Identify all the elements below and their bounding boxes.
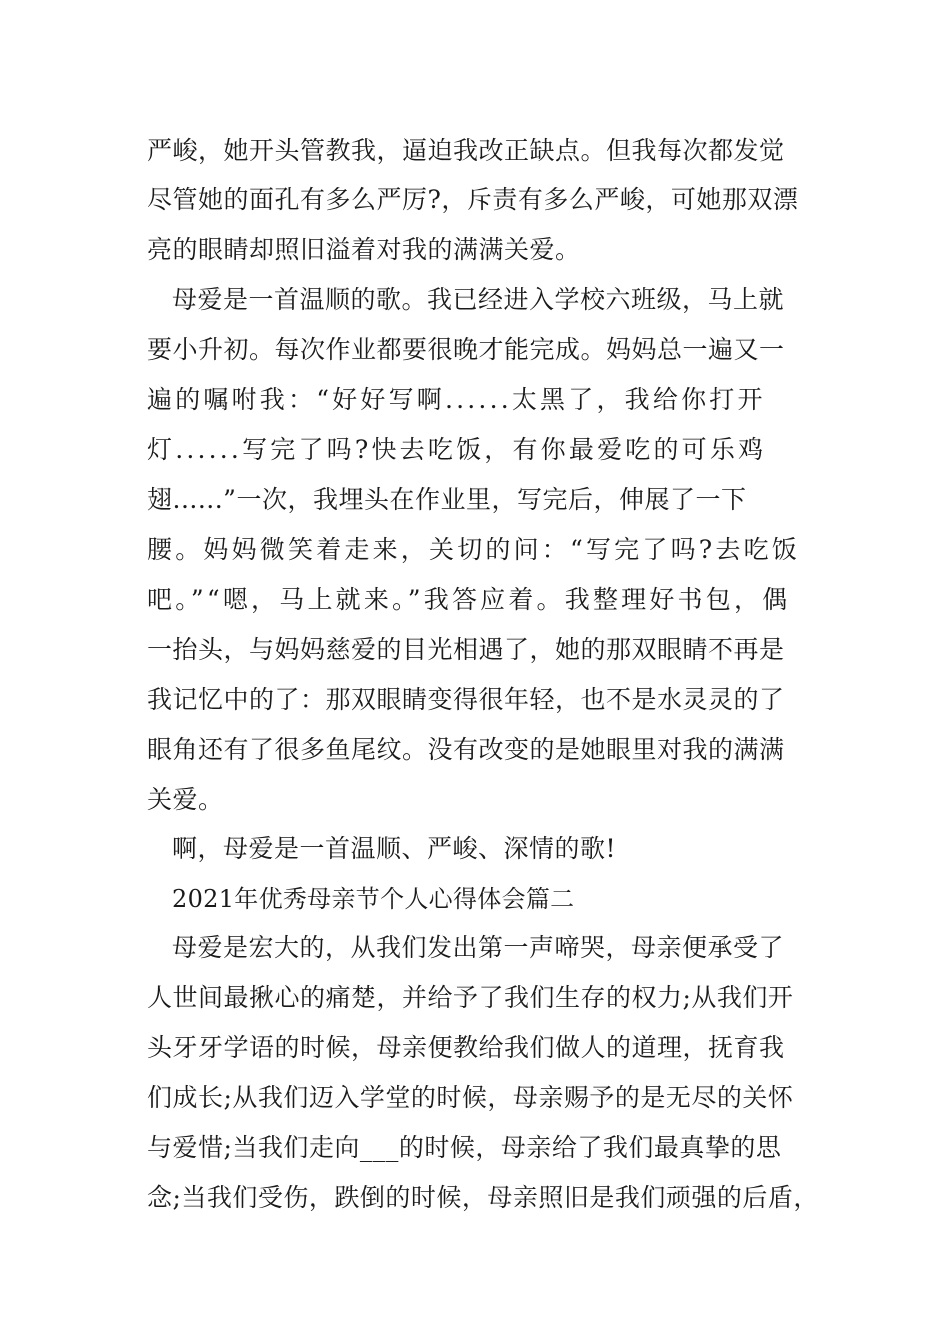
paragraph-1-line-2: 尽管她的面孔有多么严厉?，斥责有多么严峻，可她那双漂 [147,185,799,214]
paragraph-4-line-1: 母爱是宏大的，从我们发出第一声啼哭，母亲便承受了 [172,933,785,962]
section-heading: 2021年优秀母亲节个人心得体会篇二 [172,885,575,913]
paragraph-2-line-10: 眼角还有了很多鱼尾纹。没有改变的是她眼里对我的满满 [147,735,785,764]
paragraph-2-line-11: 关爱。 [147,785,224,814]
paragraph-2-line-3: 遍的嘱咐我：“好好写啊......太黑了，我给你打开 [147,385,766,414]
paragraph-2-line-1: 母爱是一首温顺的歌。我已经进入学校六班级，马上就 [172,285,785,314]
paragraph-2-line-8: 一抬头，与妈妈慈爱的目光相遇了，她的那双眼睛不再是 [147,635,785,664]
paragraph-4-line-3: 头牙牙学语的时候，母亲便教给我们做人的道理，抚育我 [147,1033,785,1062]
paragraph-2-line-9: 我记忆中的了：那双眼睛变得很年轻，也不是水灵灵的了 [147,685,785,714]
paragraph-4-line-4: 们成长;从我们迈入学堂的时候，母亲赐予的是无尽的关怀 [147,1083,794,1112]
paragraph-2-line-4: 灯......写完了吗?快去吃饭，有你最爱吃的可乐鸡 [147,435,767,464]
paragraph-1-line-3: 亮的眼睛却照旧溢着对我的满满关爱。 [147,235,581,264]
paragraph-4-line-2: 人世间最揪心的痛楚，并给予了我们生存的权力;从我们开 [147,983,794,1012]
paragraph-4-line-5: 与爱惜;当我们走向___的时候，母亲给了我们最真挚的思 [147,1133,782,1162]
paragraph-2-line-6: 腰。妈妈微笑着走来，关切的问：“写完了吗?去吃饭 [147,535,800,564]
paragraph-3: 啊，母爱是一首温顺、严峻、深情的歌! [172,834,617,863]
paragraph-1-line-1: 严峻，她开头管教我，逼迫我改正缺点。但我每次都发觉 [147,136,785,165]
paragraph-2-line-5: 翅......”一次，我埋头在作业里，写完后，伸展了一下 [147,485,747,514]
paragraph-4-line-6: 念;当我们受伤，跌倒的时候，母亲照旧是我们顽强的后盾， [147,1183,819,1212]
paragraph-2-line-7: 吧。”“嗯，马上就来。”我答应着。我整理好书包，偶 [147,585,791,614]
paragraph-2-line-2: 要小升初。每次作业都要很晚才能完成。妈妈总一遍又一 [147,335,785,364]
